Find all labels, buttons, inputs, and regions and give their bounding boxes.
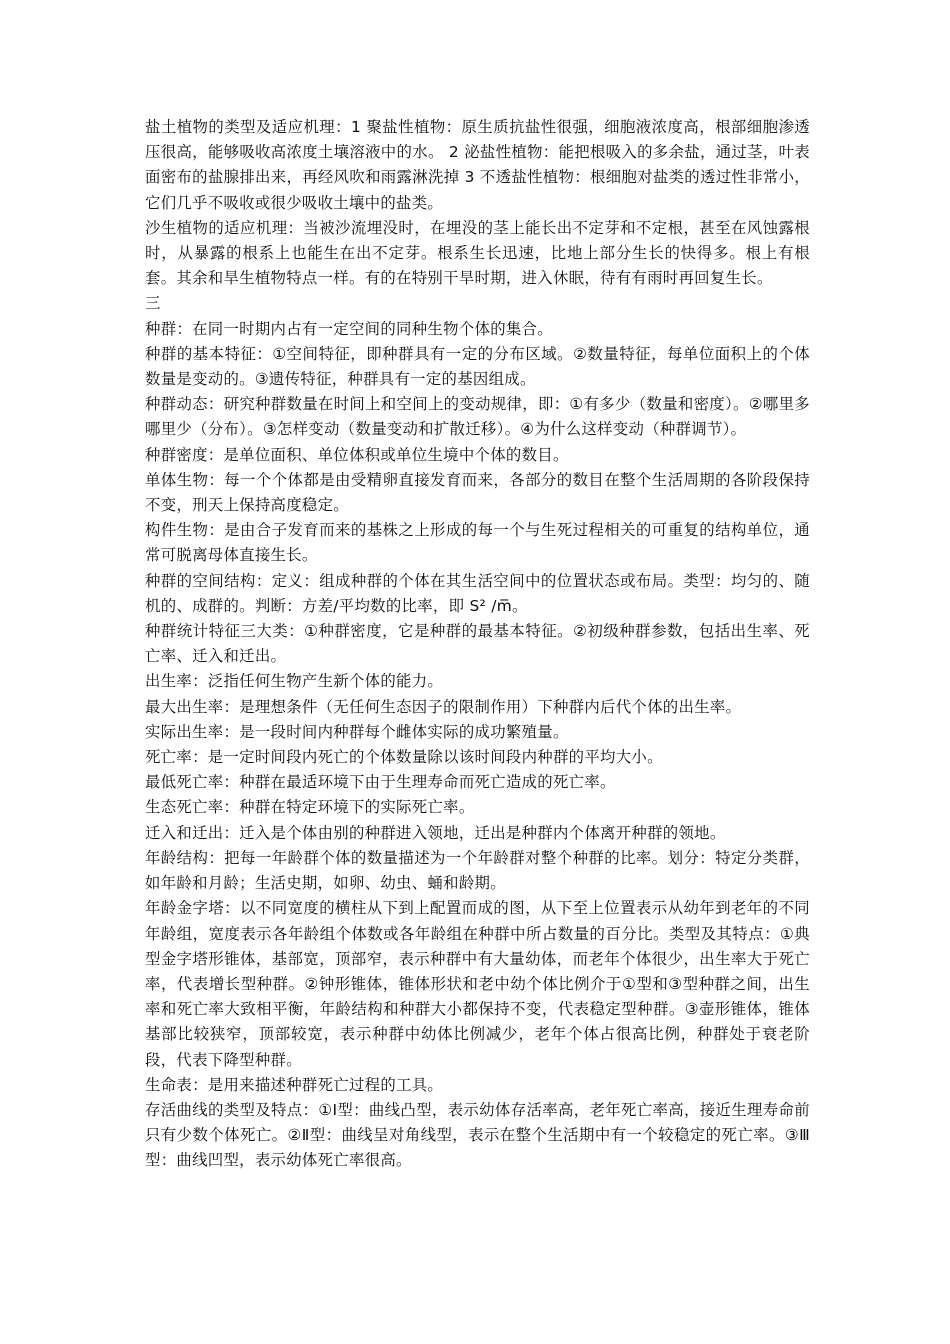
paragraph-life-table: 生命表：是用来描述种群死亡过程的工具。	[145, 1075, 444, 1094]
paragraph-age-pyramid: 年龄金字塔：以不同宽度的横柱从下到上配置而成的图，从下至上位置表示从幼年到老年的不同年龄组，宽度表示各年龄组个体数或各年龄组在种群中所占数量的百分比。类型及其特点：①典型金字塔形锥体，基部宽，顶部窄，表示种群中有大量幼体，而老年个体很少，出生率大于死亡率，代表增长型种群。②钟形锥体，锥体形状和老中幼个体比例介于①型和③型种群之间，出生率和死亡率大致相平衡，年龄结构和种群大小都保持不变，代表稳定型种群。③壶形锥体，锥体基部比较狭窄，顶部较宽，表示种群中幼体比例减少，老年个体占很高比例，种群处于衰老阶段，代表下降型种群。	[145, 899, 810, 1069]
paragraph-modular-organism: 构件生物：是由合子发育而来的基株之上形成的每一个与生死过程相关的可重复的结构单位，通常可脱离母体直接生长。	[145, 521, 810, 565]
paragraph-spatial-structure: 种群的空间结构：定义：组成种群的个体在其生活空间中的位置状态或布局。类型：均匀的、随机的、成群的。判断：方差/平均数的比率，即 S² /m̅。	[145, 571, 810, 615]
paragraph-natality: 出生率：泛指任何生物产生新个体的能力。	[145, 672, 444, 691]
paragraph-population-definition: 种群：在同一时期内占有一定空间的同种生物个体的集合。	[145, 319, 553, 338]
paragraph-ecological-mortality: 生态死亡率：种群在特定环境下的实际死亡率。	[145, 798, 475, 817]
paragraph-mortality: 死亡率：是一定时间段内死亡的个体数量除以该时间段内种群的平均大小。	[145, 748, 663, 767]
paragraph-population-basic-features: 种群的基本特征：①空间特征，即种群具有一定的分布区域。②数量特征，每单位面积上的个体数量是变动的。③遗传特征，种群具有一定的基因组成。	[145, 344, 810, 389]
paragraph-min-mortality: 最低死亡率：种群在最适环境下由于生理寿命而死亡造成的死亡率。	[145, 773, 616, 792]
paragraph-unitary-organism: 单体生物：每一个个体都是由受精卵直接发育而来，各部分的数目在整个生活周期的各阶段保持不变，刑天上保持高度稳定。	[145, 470, 810, 515]
paragraph-sand-plants: 沙生植物的适应机理：当被沙流埋没时，在埋没的茎上能长出不定芽和不定根，甚至在风蚀露根时，从暴露的根系上也能生在出不定芽。根系生长迅速，比地上部分生长的快得多。根上有根套。其余和旱生植物特点一样。有的在特别干旱时期，进入休眠，待有有雨时再回复生长。	[145, 218, 810, 288]
paragraph-migration: 迁入和迁出：迁入是个体由别的种群进入领地，迁出是种群内个体离开种群的领地。	[145, 823, 726, 842]
paragraph-survival-curve: 存活曲线的类型及特点：①Ⅰ型：曲线凸型，表示幼体存活率高，老年死亡率高，接近生理寿命前只有少数个体死亡。②Ⅱ型：曲线呈对角线型，表示在整个生活期中有一个较稳定的死亡率。③Ⅲ型：曲线凹型，表示幼体死亡率很高。	[145, 1100, 810, 1170]
paragraph-max-natality: 最大出生率：是理想条件（无任何生态因子的限制作用）下种群内后代个体的出生率。	[145, 697, 742, 716]
paragraph-population-density: 种群密度：是单位面积、单位体积或单位生境中个体的数目。	[145, 445, 569, 464]
paragraph-demographic-features: 种群统计特征三大类：①种群密度，它是种群的最基本特征。②初级种群参数，包括出生率、死亡率、迁入和迁出。	[145, 622, 810, 666]
document-body	[145, 115, 810, 1174]
paragraph-actual-natality: 实际出生率：是一段时间内种群每个雌体实际的成功繁殖量。	[145, 722, 569, 741]
paragraph-population-dynamics: 种群动态：研究种群数量在时间上和空间上的变动规律，即：①有多少（数量和密度）。②哪里多哪里少（分布）。③怎样变动（数量变动和扩散迁移）。④为什么这样变动（种群调节）。	[145, 395, 810, 439]
section-number-three: 三	[145, 294, 161, 313]
paragraph-age-structure: 年龄结构：把每一年龄群个体的数量描述为一个年龄群对整个种群的比率。划分：特定分类群，如年龄和月龄；生活史期，如卵、幼虫、蛹和龄期。	[145, 848, 810, 893]
paragraph-saline-plants: 盐土植物的类型及适应机理：1 聚盐性植物：原生质抗盐性很强，细胞液浓度高，根部细胞渗透压很高，能够吸收高浓度土壤溶液中的水。 2 泌盐性植物：能把根吸入的多余盐，通过茎，叶表面密布的盐腺排出来，再经风吹和雨露淋洗掉 3 不透盐性植物：根细胞对盐类的透过性非常小，它们几乎不吸收或很少吸收土壤中的盐类。	[145, 118, 810, 212]
